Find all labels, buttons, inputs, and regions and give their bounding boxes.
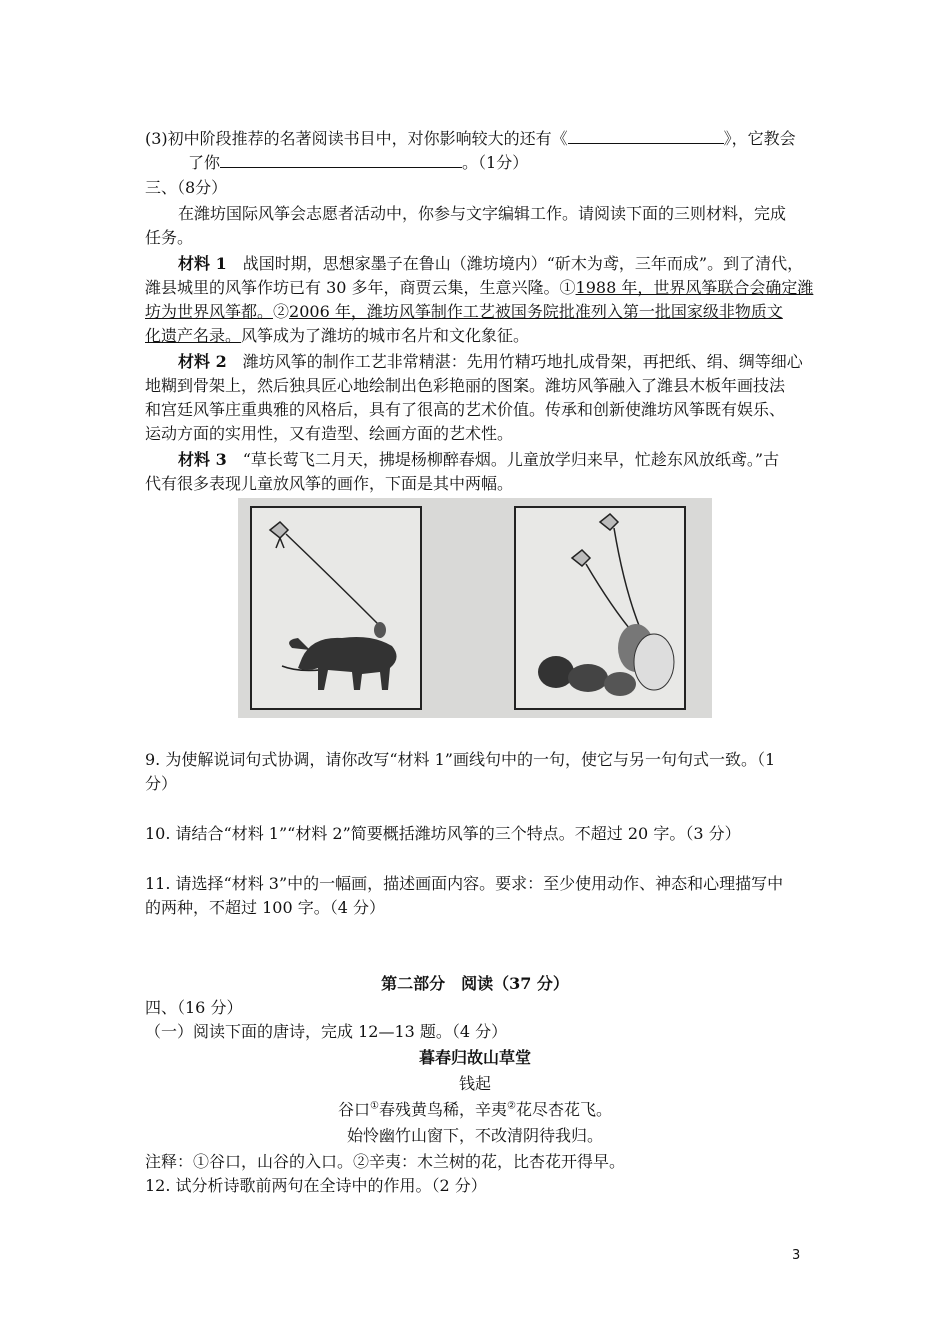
material-3-label: 材料 3 [178, 450, 227, 469]
underlined-sentence-2: 2006 年，潍坊风筝制作工艺被国务院批准列入第一批国家级非物质文 [289, 302, 783, 321]
question-11-line-2: 的两种，不超过 100 字。（4 分） [145, 898, 385, 917]
underlined-sentence-2-end: 化遗产名录。 [145, 326, 242, 345]
material-2-line-2: 地糊到骨架上，然后独具匠心地绘制出色彩艳丽的图案。潍坊风筝融入了潍县木板年画技法 [145, 376, 786, 395]
book-title-blank[interactable] [568, 127, 724, 144]
question-9-line-1: 9. 为使解说词句式协调，请你改写“材料 1”画线句中的一句，使它与另一句句式一致。（1 [145, 750, 776, 769]
material-2-line-1: 材料 2 潍坊风筝的制作工艺非常精湛：先用竹精巧地扎成骨架，再把纸、绢、绸等细心 [178, 352, 803, 371]
page-number: 3 [792, 1248, 801, 1263]
question-11-line-1: 11. 请选择“材料 3”中的一幅画，描述画面内容。要求：至少使用动作、神态和心理描写中 [145, 874, 784, 893]
section-4-sub-1: （一）阅读下面的唐诗，完成 12—13 题。（4 分） [145, 1022, 508, 1041]
poem-line-1: 谷口①春残黄鸟稀，辛夷②花尽杏花飞。 [338, 1100, 612, 1119]
material-2-line-3: 和宫廷风筝庄重典雅的风格后，具有了很高的艺术价值。传承和创新使潍坊风筝既有娱乐、 [145, 400, 786, 419]
poem-title: 暮春归故山草堂 [418, 1048, 531, 1067]
material-1-label: 材料 1 [178, 254, 227, 273]
painting-boy-on-buffalo [250, 506, 422, 710]
section-3-intro-1: 在潍坊国际风筝会志愿者活动中，你参与文字编辑工作。请阅读下面的三则材料，完成 [178, 204, 787, 223]
part-2-title: 第二部分 阅读（37 分） [381, 974, 569, 993]
poem-author: 钱起 [458, 1074, 491, 1093]
section-3-heading: 三、（8分） [145, 178, 228, 197]
material-2-label: 材料 2 [178, 352, 227, 371]
material-1-line-2: 潍县城里的风筝作坊已有 30 多年，商贾云集，生意兴隆。①1988 年，世界风筝联合会确定潍 [145, 278, 814, 297]
section-3-intro-2: 任务。 [145, 228, 194, 247]
question-9-line-2: 分） [145, 774, 178, 793]
question-10: 10. 请结合“材料 1”“材料 2”简要概括潍坊风筝的三个特点。不超过 20 字。（3 分） [145, 824, 741, 843]
q3-line-1: (3)初中阶段推荐的名著阅读书目中，对你影响较大的还有《 》，它教会 [145, 129, 796, 148]
material-3-line-1: 材料 3 “草长莺飞二月天，拂堤杨柳醉春烟。儿童放学归来早，忙趁东风放纸鸢。”古 [178, 450, 780, 469]
poem-line-2: 始怜幽竹山窗下，不改清阴待我归。 [346, 1126, 603, 1145]
poem-notes: 注释：①谷口，山谷的入口。②辛夷：木兰树的花，比杏花开得早。 [145, 1152, 626, 1171]
question-12: 12. 试分析诗歌前两句在全诗中的作用。（2 分） [145, 1176, 487, 1195]
q3-line-2: 了你 。（1分） [188, 153, 529, 172]
underlined-sentence-1-end: 坊为世界风筝都。 [145, 302, 274, 321]
lesson-blank[interactable] [220, 151, 462, 168]
children-kite-illustration [516, 508, 684, 708]
material-2-line-4: 运动方面的实用性，又有造型、绘画方面的艺术性。 [145, 424, 514, 443]
painting-children-with-kite [514, 506, 686, 710]
section-4-heading: 四、（16 分） [145, 998, 243, 1017]
material-1-line-4: 化遗产名录。风筝成为了潍坊的城市名片和文化象征。 [145, 326, 530, 345]
kite-paintings-figure [238, 498, 712, 718]
material-1-line-1: 材料 1 战国时期，思想家墨子在鲁山（潍坊境内）“斫木为鸢，三年而成”。到了清代， [178, 254, 804, 273]
buffalo-kite-illustration [252, 508, 420, 708]
underlined-sentence-1: 1988 年，世界风筝联合会确定潍 [575, 278, 814, 297]
material-1-line-3: 坊为世界风筝都。②2006 年，潍坊风筝制作工艺被国务院批准列入第一批国家级非物质文 [145, 302, 783, 321]
material-3-line-2: 代有很多表现儿童放风筝的画作，下面是其中两幅。 [145, 474, 514, 493]
